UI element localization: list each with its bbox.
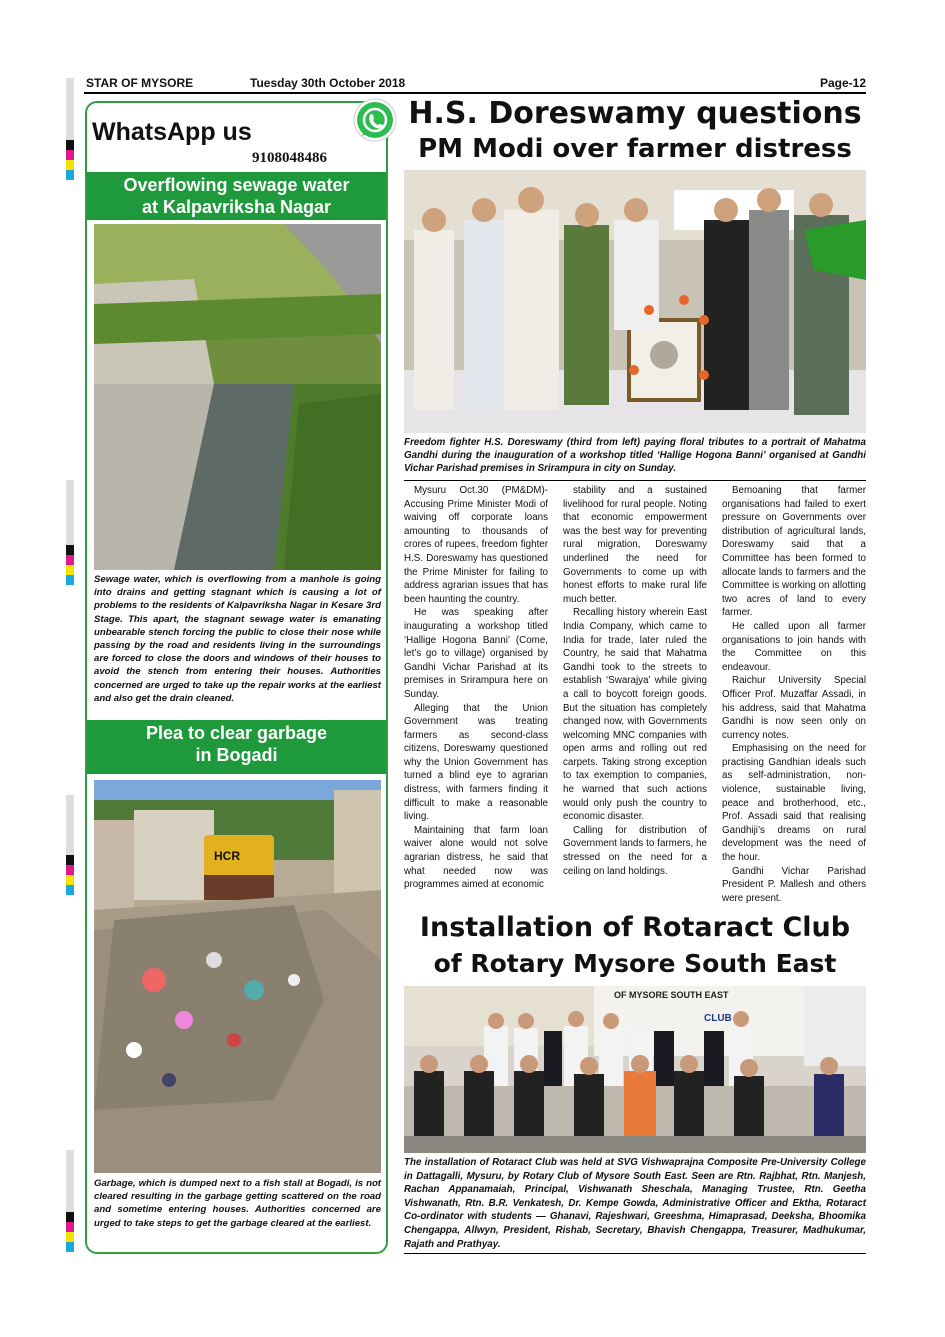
story-paragraph: Bemoaning that farmer organisations had failed to exert pressure on Governments over distribution of agricultural lands, Doreswamy said that a Committee has been formed to allocate lands to farmers and the Committee is working on allotting two acres of land to every farmer. xyxy=(722,485,866,619)
story-paragraph: stability and a sustained livelihood for rural people. Noting that economic empowerment was the best way for preventing rural migration, Doreswamy underlined the need for Governments to come up with honest efforts to make rural life much better. xyxy=(563,485,707,605)
second-headline-line1: Installation of Rotaract Club xyxy=(419,912,851,943)
rotaract-photo xyxy=(404,986,866,1153)
title-line: in Bogadi xyxy=(195,745,278,765)
story-paragraph: Mysuru Oct.30 (PM&DM)- Accusing Prime Minister Modi of waiving off corporate loans amounting to thousands of crores of rupees, freedom fighter H.S. Doreswamy has questioned the Prime Minister for failing to address agrarian issues that has been haunting the country. xyxy=(404,485,548,605)
caption-rule xyxy=(404,480,866,481)
rotaract-caption: The installation of Rotaract Club was held at SVG Vishwaprajna Composite Pre-University College in Dattagalli, Mysuru, by Rotary Club of Mysore South East. Seen are Rtn. Rajbhat, Rtn. Manjesh, Rachan Appanamaiah, Principal, Vishwanath Sheschala, Managing Trustee, Rtn. Geetha Vishwanath, Rtn. B.R. Venkatesh, Dr. Kempe Gowda, Administrative Officer and Ektha, Rotaract Co-ordinator with students — Ghanavi, Rajeshwari, Greeshma, Himaprasad, Deeksha, Bhoomika Chengappa, Allwyn, President, Rishab, Secretary, Bhavish Chengappa, Treasurer, Madhukumar, Rajath and Prathyay. xyxy=(404,1157,866,1250)
story-paragraph: Calling for distribution of Government lands to farmers, he stressed on the need for a ceiling on land holdings. xyxy=(563,824,707,877)
registration-mark-magenta xyxy=(66,150,74,160)
story-sewage-title xyxy=(87,172,386,220)
registration-mark-yellow xyxy=(66,1232,74,1242)
registration-mark-black xyxy=(66,140,74,150)
story-paragraph: He was speaking after inaugurating a workshop titled ‘Hallige Hogona Banni’ (Come, let’s go to village) organised by Gandhi Vichar Parishad at its premises in Srirampura here on Sunday. xyxy=(404,607,548,700)
registration-mark-cyan xyxy=(66,575,74,585)
title-line: Overflowing sewage water xyxy=(123,175,350,195)
banner-text: OF MYSORE SOUTH EAST xyxy=(614,990,729,1000)
whatsapp-label: WhatsApp us xyxy=(92,118,252,146)
story-column-1 xyxy=(404,484,548,892)
registration-mark-magenta xyxy=(66,555,74,565)
header-rule xyxy=(84,92,866,94)
registration-mark-black xyxy=(66,1212,74,1222)
story-paragraph: Recalling history wherein East India Company, which came to India for trade, later ruled the Country, he said that Mahatma Gandhi took to the streets to establish ‘Swarajya’ while giving a call to boycott foreign goods. But the situation has completely changed now, with Governments welcoming MNC companies with open arms and rolling out red carpets. Taking strong exception to tax exemption to companies, he warned that such actions would only push the country to economic disaster. xyxy=(563,607,707,823)
caption-rule xyxy=(404,1253,866,1254)
registration-mark-black xyxy=(66,855,74,865)
registration-mark-cyan xyxy=(66,885,74,895)
registration-mark-yellow xyxy=(66,565,74,575)
main-headline-line2: PM Modi over farmer distress xyxy=(418,134,852,164)
truck-sign: HCR xyxy=(214,849,240,863)
story-column-3 xyxy=(722,484,866,905)
whatsapp-number: 9108048486 xyxy=(252,150,327,166)
story-paragraph: Alleging that the Union Government was treating farmers as second-class citizens, Doreswamy questioned why the Union Government has turned a blind eye to agrarian distress, with farmers finding it difficult to make a reasonable living. xyxy=(404,702,548,823)
whatsapp-icon xyxy=(350,96,400,146)
story-column-2 xyxy=(563,484,707,878)
registration-mark-cyan xyxy=(66,170,74,180)
issue-date: Tuesday 30th October 2018 xyxy=(250,76,406,90)
garbage-caption: Garbage, which is dumped next to a fish stall at Bogadi, is not cleared resulting in the garbage getting scattered on the road and sometime entering houses. Authorities concerned are urged to take steps to get the garbage cleared at the earliest. xyxy=(94,1178,381,1229)
story-paragraph: Maintaining that farm loan waiver alone would not solve agrarian distress, he said that what needed now was programmes aimed at economic xyxy=(404,824,548,891)
newspaper-name: STAR OF MYSORE xyxy=(86,76,194,90)
registration-mark-black xyxy=(66,545,74,555)
sewage-photo xyxy=(94,224,381,570)
registration-mark-yellow xyxy=(66,160,74,170)
registration-mark-cyan xyxy=(66,1242,74,1252)
main-headline-line1: H.S. Doreswamy questions xyxy=(408,96,862,131)
banner-subtext: CLUB xyxy=(704,1013,732,1024)
story-paragraph: Gandhi Vichar Parishad President P. Mallesh and others were present. xyxy=(722,865,866,904)
doreswamy-photo xyxy=(404,170,866,433)
story-paragraph: He called upon all farmer organisations to join hands with the Committee on this endeavour. xyxy=(722,620,866,673)
title-line: Plea to clear garbage xyxy=(145,723,328,743)
title-line: at Kalpavriksha Nagar xyxy=(141,197,332,217)
story-paragraph: Emphasising on the need for practising Gandhian ideals such as self-administration, non-violence, sustainable living, peace and brotherhood, etc., Prof. Assadi said that realising Gandhiji’s dreams on rural development was the need of the hour. xyxy=(722,743,866,864)
second-headline-line2: of Rotary Mysore South East xyxy=(433,949,837,978)
registration-mark-magenta xyxy=(66,865,74,875)
garbage-photo xyxy=(94,780,381,1173)
page-number: Page-12 xyxy=(819,76,866,90)
story-garbage-title xyxy=(87,720,386,774)
registration-mark-yellow xyxy=(66,875,74,885)
sewage-caption: Sewage water, which is overflowing from a manhole is going into drains and getting stagnant which is causing a lot of problems to the residents of Kalpavriksha Nagar in Kesare 3rd Stage. This apart, the stagnant sewage water is emanating unbearable stench forcing the public to close their nose while passing by the road and residents living in the surroundings are forced to close the doors and windows of their houses to avoid the stench from entering their houses. Authorities concerned are urged to take up the repair works at the earliest and also get the drain cleaned. xyxy=(94,574,381,704)
doreswamy-photo-caption: Freedom fighter H.S. Doreswamy (third from left) paying floral tributes to a portrait of Mahatma Gandhi during the inauguration of a workshop titled ‘Hallige Hogona Banni’ organised at Gandhi Vichar Parishad premises in Srirampura in city on Sunday. xyxy=(404,437,866,475)
story-paragraph: Raichur University Special Officer Prof. Muzaffar Assadi, in his address, said that Mahatma Gandhi is now seen only on currency notes. xyxy=(722,675,866,741)
registration-mark-magenta xyxy=(66,1222,74,1232)
